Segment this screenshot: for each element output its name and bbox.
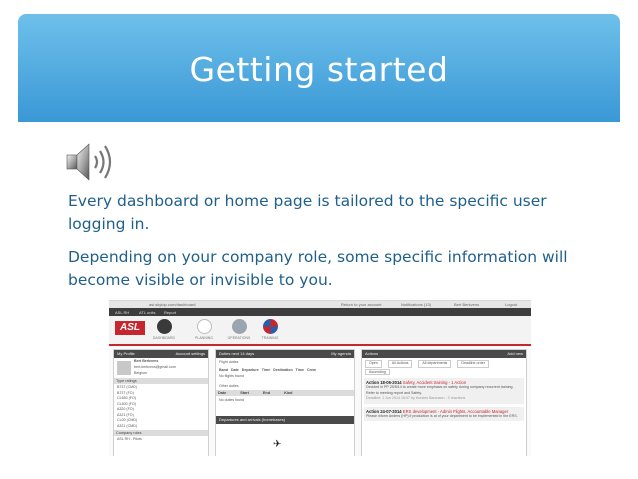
action-text: Please inform Anders (HP) if production is at of your department to be implemented in the ERS.: [366, 413, 518, 418]
nav-units[interactable]: ATL units: [139, 310, 156, 315]
operations-icon: [232, 319, 247, 334]
list-item: CL00 (CMD): [117, 418, 138, 422]
list-item: B737 (CMD): [117, 385, 137, 389]
list-item: A321 (FO): [117, 412, 134, 417]
list-item: A320 (FO): [117, 407, 134, 411]
nav-report[interactable]: Report: [164, 310, 177, 315]
sort-filter[interactable]: Deadline order: [457, 360, 489, 368]
navbar-divider: [109, 344, 531, 346]
action-tag: Safety, Accident training - 1 Action: [402, 380, 467, 385]
list-item: A321 (CMD): [117, 423, 137, 428]
duties-header: Duties next 14 days My agenda: [216, 350, 354, 358]
list-item: CL650 (FO): [117, 396, 136, 400]
module-dashboard[interactable]: DASHBOARD: [149, 319, 179, 340]
type-ratings-list: [114, 384, 208, 430]
logout-link[interactable]: Logout: [505, 302, 518, 307]
planning-icon: [197, 319, 212, 334]
sort-direction-select[interactable]: Ascending: [365, 369, 390, 375]
url-text: asl.skytop.com/dashboard: [149, 302, 196, 307]
department-filter[interactable]: All departments: [418, 360, 451, 368]
company-role: ASL RH - Pilots: [117, 437, 142, 441]
profile-header: My Profile Account settings: [114, 350, 208, 358]
dashboard-screenshot: [109, 300, 531, 456]
action-date: Action 24-07-2014: [366, 408, 402, 414]
slide-title: Getting started: [189, 50, 449, 89]
app-navbar: [109, 308, 531, 316]
status-filter[interactable]: Open: [365, 360, 382, 368]
type-ratings-header: Type ratings: [114, 378, 208, 384]
flight-duties-columns: Band Date Departure Time Destination Time Crew: [219, 367, 316, 372]
no-flights-text: No flights found: [219, 374, 244, 378]
list-item: CL600 (FO): [117, 401, 136, 406]
asl-logo: ASL: [115, 321, 145, 335]
action-type-filter[interactable]: All Actions: [388, 360, 413, 368]
paragraph-tailored-dashboard: Every dashboard or home page is tailored to the specific user logging in.: [68, 192, 547, 233]
profile-card: [114, 358, 208, 378]
speaker-icon[interactable]: [64, 140, 114, 184]
paragraph-role-visibility: Depending on your company role, some specific information will become visible or invisible to you.: [68, 248, 568, 289]
user-name-link[interactable]: Bert Berkvens: [454, 302, 480, 307]
avatar: [117, 361, 131, 375]
profile-panel: [113, 349, 209, 456]
action-item[interactable]: [364, 407, 524, 422]
profile-email: bert.berkvens@gmail.com: [134, 365, 176, 369]
nav-home[interactable]: ASL RH: [115, 310, 130, 315]
return-account-link[interactable]: Return to your account: [341, 302, 382, 307]
list-item: B737 (FO): [117, 390, 134, 395]
action-text: Decided in PP 29/5/14 to create more emphasis on safety during company recurrent training. Refer to meeting report and Safety.: [366, 385, 514, 395]
account-settings-link[interactable]: Account settings: [175, 351, 205, 356]
module-training[interactable]: TRAINING: [255, 319, 285, 340]
action-item[interactable]: [364, 378, 524, 404]
departures-header: Departures and arrivals (homebases): [216, 416, 354, 424]
company-roles-header: Company roles: [114, 430, 208, 436]
notifications-link[interactable]: Notifications (13): [401, 302, 432, 307]
add-new-action-button[interactable]: Add new: [507, 351, 523, 356]
module-planning[interactable]: PLANNING: [189, 319, 219, 340]
actions-panel: [361, 349, 527, 456]
other-duties-columns: Date Start End Kind: [216, 390, 354, 396]
profile-name: Bert Berkvens: [134, 359, 159, 363]
actions-header: Actions Add new: [362, 350, 526, 358]
airplane-icon: ✈: [273, 439, 282, 450]
flight-duties-label: Flight duties: [219, 360, 239, 364]
module-bar: [109, 316, 531, 344]
browser-bar: [109, 301, 531, 308]
dashboard-icon: [157, 319, 172, 334]
my-agenda-button[interactable]: My agenda: [331, 351, 351, 356]
profile-country: Belgium: [134, 371, 147, 375]
module-operations[interactable]: OPERATIONS: [224, 319, 254, 340]
actions-filters: [362, 358, 526, 370]
action-meta: Deadline: 1 Jun 2014 16:57 by Kersten Baumann - 0 reactions: [366, 396, 466, 400]
action-tag: ERS development - Admin Flights, Accountable Manager: [402, 408, 509, 414]
training-icon: [263, 319, 278, 334]
other-duties-label: Other duties: [219, 383, 239, 388]
duties-panel: [215, 349, 355, 456]
action-date: Action 18-06-2014: [366, 380, 402, 385]
no-duties-text: No duties found: [219, 398, 245, 402]
